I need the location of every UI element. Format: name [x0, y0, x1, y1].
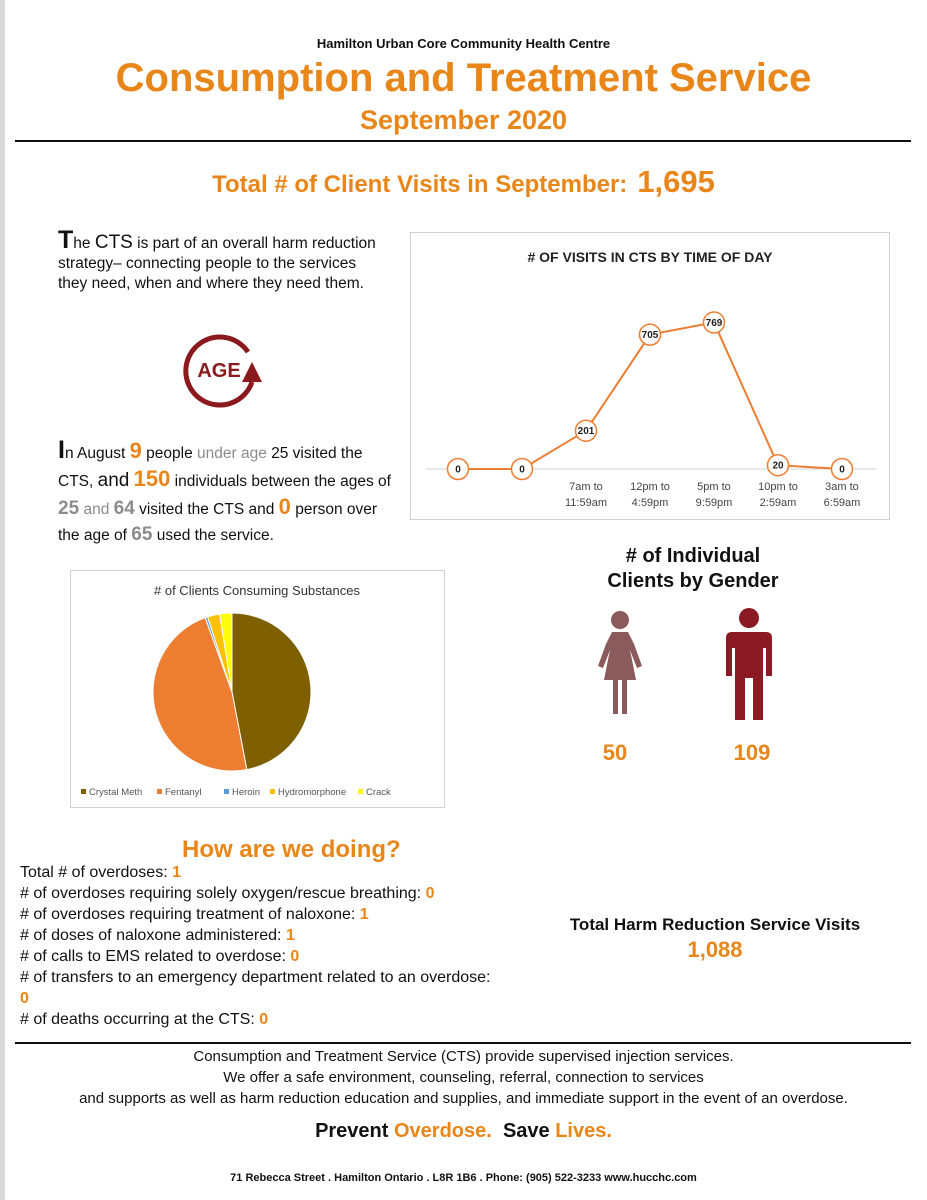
stat-value: 1: [172, 864, 181, 881]
age-count-under25: 9: [129, 438, 142, 463]
total-visits-label: Total # of Client Visits in September:: [212, 171, 628, 198]
intro-text-b: is part of an overall harm reduction strategy– connecting people to the services they need, when and where they need them.: [58, 235, 376, 292]
x-tick-label: 9:59pm: [695, 497, 733, 509]
stat-label: # of transfers to an emergency department related to an overdose:: [20, 969, 491, 986]
age-64: 64: [113, 498, 135, 519]
x-tick-label: 4:59pm: [631, 497, 669, 509]
intro-cts: CTS: [94, 232, 133, 253]
overdose-stats: [20, 862, 500, 1030]
stat-row: [20, 904, 500, 925]
stat-label: # of deaths occurring at the CTS:: [20, 1011, 260, 1028]
slogan-part: Prevent: [315, 1120, 394, 1142]
stat-value: 1: [285, 927, 295, 944]
x-tick-label: 10pm to: [758, 481, 798, 493]
legend-label: Fentanyl: [165, 787, 202, 798]
intro-paragraph: [58, 226, 378, 294]
footer-description: [0, 1046, 927, 1109]
data-label: 769: [705, 317, 723, 329]
legend-label: Crack: [366, 787, 391, 798]
x-tick-label: 12pm to: [630, 481, 670, 493]
footer-divider: [15, 1042, 911, 1044]
harm-reduction-label: Total Harm Reduction Service Visits: [569, 915, 861, 934]
doing-title: How are we doing?: [182, 836, 401, 863]
data-label: 705: [641, 330, 659, 342]
stat-value: 0: [259, 1011, 269, 1028]
male-figure-icon: [718, 608, 780, 723]
footer-line: and supports as well as harm reduction education and supplies, and immediate support in the event of an overdose.: [79, 1090, 848, 1107]
data-label: 0: [519, 464, 525, 476]
header-divider: [15, 140, 911, 142]
age-under-age: under age: [197, 445, 267, 462]
chart-title: # OF VISITS IN CTS BY TIME OF DAY: [527, 249, 773, 265]
data-label: 0: [455, 464, 461, 476]
age-text-5: individuals between the ages of: [170, 473, 391, 490]
data-label: 20: [772, 460, 784, 472]
legend-swatch: [224, 789, 229, 794]
intro-dropcap: T: [58, 226, 74, 254]
stat-label: # of overdoses requiring treatment of naloxone:: [20, 906, 360, 923]
substances-pie-chart: [70, 570, 445, 808]
legend-swatch: [81, 789, 86, 794]
age-text-2: people: [141, 445, 198, 462]
age-and: and: [97, 470, 130, 491]
legend-swatch: [270, 789, 275, 794]
stat-label: # of calls to EMS related to overdose:: [20, 948, 291, 965]
x-tick-label: 11:59am: [565, 497, 607, 509]
total-visits-value: 1,695: [637, 164, 715, 199]
age-text-3: 25 visited the CTS,: [58, 445, 363, 490]
x-tick-label: 6:59am: [823, 497, 861, 509]
gender-title-line2: Clients by Gender: [607, 570, 779, 592]
legend-swatch: [157, 789, 162, 794]
data-label: 0: [839, 464, 845, 476]
stat-value: 0: [20, 990, 29, 1007]
visits-by-time-chart: [410, 232, 890, 520]
stat-value: 0: [290, 948, 300, 965]
slogan-part: Overdose.: [394, 1120, 492, 1142]
age-65: 65: [131, 524, 153, 545]
age-text-8: used the service.: [152, 527, 274, 544]
stat-label: # of doses of naloxone administered:: [20, 927, 286, 944]
age-count-25-64: 150: [133, 466, 171, 491]
stat-value: 1: [359, 906, 369, 923]
footer-line: We offer a safe environment, counseling, referral, connection to services: [223, 1069, 704, 1086]
footer-line: Consumption and Treatment Service (CTS) provide supervised injection services.: [193, 1048, 734, 1065]
slogan-part: Lives.: [555, 1120, 612, 1142]
legend-label: Hydromorphone: [278, 787, 347, 798]
stat-row: [20, 925, 500, 946]
stat-row: [20, 1009, 500, 1030]
age-dropcap: I: [58, 436, 65, 464]
age-text-1: n August: [64, 445, 130, 462]
female-count: 50: [602, 740, 628, 765]
age-25: 25: [58, 498, 80, 519]
stat-label: Total # of overdoses:: [20, 864, 173, 881]
stat-row: [20, 946, 500, 967]
legend-swatch: [358, 789, 363, 794]
gender-title: [563, 544, 823, 594]
stat-value: 0: [425, 885, 435, 902]
stat-row: [20, 862, 500, 883]
x-tick-label: 2:59am: [759, 497, 797, 509]
age-text-7: person over the age of: [58, 501, 378, 544]
page-title: Consumption and Treatment Service: [115, 56, 812, 100]
age-cycle-icon: [176, 330, 266, 410]
male-count: 109: [733, 740, 771, 765]
stat-row: [20, 967, 500, 1009]
slogan: [0, 1120, 927, 1143]
age-count-over65: 0: [278, 494, 291, 519]
report-month: September 2020: [359, 105, 568, 135]
x-tick-label: 7am to: [569, 481, 603, 493]
x-tick-label: 5pm to: [697, 481, 731, 493]
age-icon-label: AGE: [197, 360, 241, 382]
gender-title-line1: # of Individual: [625, 545, 761, 567]
organization-name: Hamilton Urban Core Community Health Centre: [316, 36, 611, 51]
slogan-part: Save: [491, 1120, 556, 1142]
stat-row: [20, 883, 500, 904]
stat-label: # of overdoses requiring solely oxygen/rescue breathing:: [20, 885, 426, 902]
female-figure-icon: [590, 610, 650, 720]
harm-reduction-value: 1,088: [687, 937, 743, 962]
legend-label: Heroin: [232, 787, 260, 798]
total-visits: [0, 164, 927, 200]
age-paragraph: [58, 438, 398, 548]
age-text-6: visited the CTS and: [134, 501, 279, 518]
pie-slice: [232, 613, 311, 770]
age-and-2: and: [79, 501, 114, 518]
chart-title: # of Clients Consuming Substances: [154, 583, 360, 598]
legend-label: Crystal Meth: [89, 787, 143, 798]
x-tick-label: 3am to: [825, 481, 859, 493]
intro-text-a: he: [73, 235, 95, 252]
address-line: 71 Rebecca Street . Hamilton Ontario . L8R 1B6 . Phone: (905) 522-3233 www.hucchc.com: [230, 1172, 697, 1184]
data-label: 201: [577, 426, 595, 438]
